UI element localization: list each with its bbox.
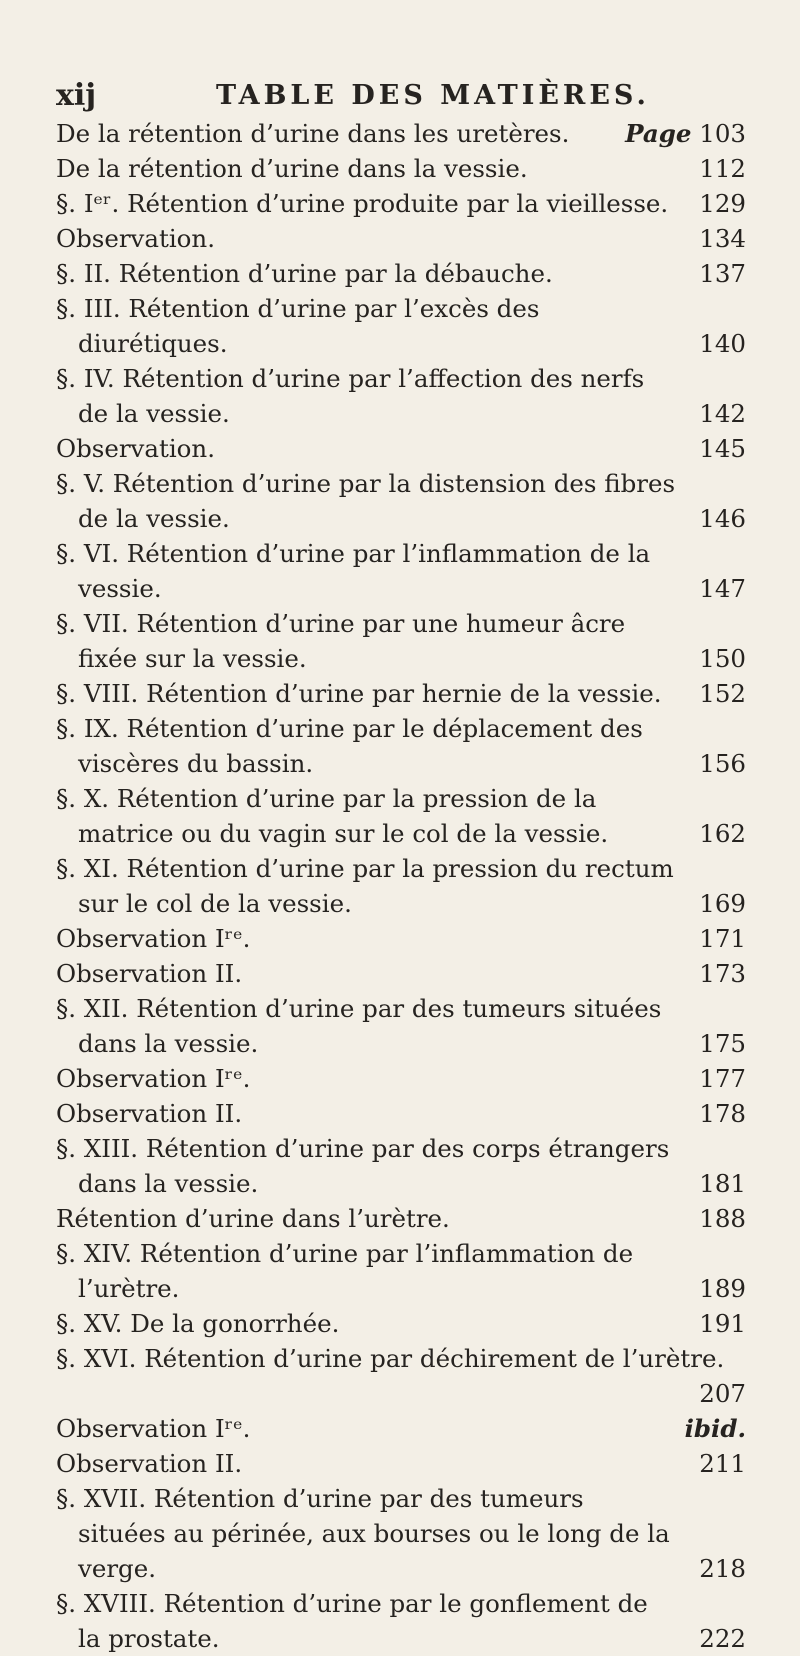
toc-entry: §. XVI. Rétention d’urine par déchirement de l’urètre. 207 bbox=[56, 1341, 746, 1411]
toc-entry: §. XII. Rétention d’urine par des tumeurs situées dans la vessie. 175 bbox=[56, 994, 746, 1058]
toc-entry: Rétention d’urine dans l’urètre. 188 bbox=[56, 1204, 746, 1233]
running-title: TABLE DES MATIÈRES. bbox=[216, 80, 650, 111]
toc-entry: §. IX. Rétention d’urine par le déplacement des viscères du bassin. 156 bbox=[56, 714, 746, 778]
toc-entry: §. XIII. Rétention d’urine par des corps étrangers dans la vessie. 181 bbox=[56, 1134, 746, 1198]
toc-entry: §. VIII. Rétention d’urine par hernie de la vessie. 152 bbox=[56, 679, 746, 708]
toc-entry: §. X. Rétention d’urine par la pression de la matrice ou du vagin sur le col de la vessie. 162 bbox=[56, 784, 746, 848]
toc-entry: §. V. Rétention d’urine par la distension des fibres de la vessie. 146 bbox=[56, 469, 746, 533]
folio-number: xij bbox=[56, 78, 97, 113]
toc-entry: §. II. Rétention d’urine par la débauche. 137 bbox=[56, 259, 746, 288]
toc-entry: §. Iᵉʳ. Rétention d’urine produite par la vieillesse. 129 bbox=[56, 189, 746, 218]
toc-entry: Observation Iʳᵉ. ibid. bbox=[56, 1414, 746, 1443]
toc-entry: §. XVIII. Rétention d’urine par le gonflement de la prostate. 222 bbox=[56, 1589, 746, 1653]
toc-entry: Observation II. 211 bbox=[56, 1449, 746, 1478]
toc-entry: Observation Iʳᵉ. 171 bbox=[56, 924, 746, 953]
table-of-contents bbox=[56, 116, 746, 1656]
toc-entry: Observation. 134 bbox=[56, 224, 746, 253]
toc-entry: §. VI. Rétention d’urine par l’inflammation de la vessie. 147 bbox=[56, 539, 746, 603]
toc-entry: §. XIV. Rétention d’urine par l’inflammation de l’urètre. 189 bbox=[56, 1239, 746, 1303]
toc-entry: Observation. 145 bbox=[56, 434, 746, 463]
toc-entry: §. XVII. Rétention d’urine par des tumeurs situées au périnée, aux bourses ou le long de la verge. 218 bbox=[56, 1484, 746, 1583]
toc-entry: Observation Iʳᵉ. 177 bbox=[56, 1064, 746, 1093]
toc-entry: §. VII. Rétention d’urine par une humeur âcre fixée sur la vessie. 150 bbox=[56, 609, 746, 673]
toc-entry: Observation II. 173 bbox=[56, 959, 746, 988]
toc-entry: De la rétention d’urine dans la vessie. 112 bbox=[56, 154, 746, 183]
page-header bbox=[56, 78, 746, 118]
toc-entry: §. III. Rétention d’urine par l’excès des diurétiques. 140 bbox=[56, 294, 746, 358]
page-number: 207 bbox=[699, 1379, 746, 1408]
toc-entry: Observation II. 178 bbox=[56, 1099, 746, 1128]
toc-entry: De la rétention d’urine dans les uretères. Page 103 bbox=[56, 119, 746, 148]
toc-entry: §. XI. Rétention d’urine par la pression du rectum sur le col de la vessie. 169 bbox=[56, 854, 746, 918]
toc-entry: §. XV. De la gonorrhée. 191 bbox=[56, 1309, 746, 1338]
toc-entry: §. IV. Rétention d’urine par l’affection des nerfs de la vessie. 142 bbox=[56, 364, 746, 428]
